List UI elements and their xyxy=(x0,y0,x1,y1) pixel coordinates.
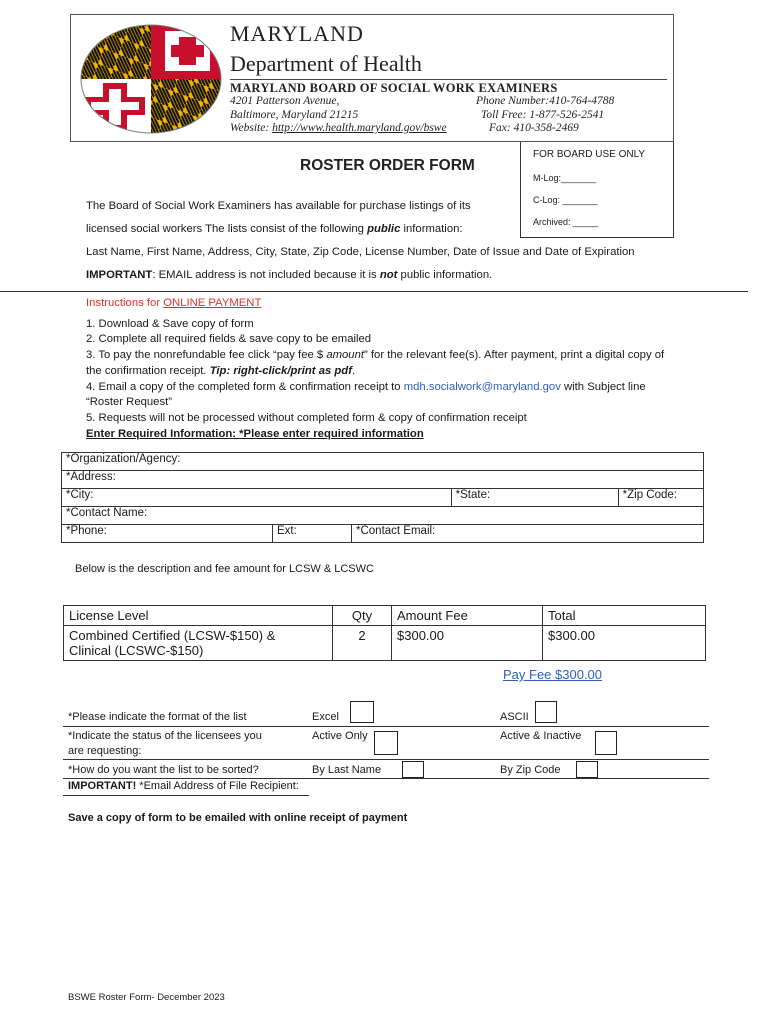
city-field[interactable]: *City: xyxy=(62,489,452,507)
important-email-note xyxy=(86,269,492,281)
instructions-heading-text: Instructions for xyxy=(86,297,164,309)
intro-public-emphasis: public xyxy=(367,223,401,235)
board-use-box xyxy=(520,142,674,238)
status-label-line-2: are requesting: xyxy=(68,745,142,757)
important-end: public information. xyxy=(397,269,493,281)
ext-field[interactable]: Ext: xyxy=(273,525,352,543)
form-title: ROSTER ORDER FORM xyxy=(300,157,475,174)
required-info-colon: : xyxy=(232,428,240,440)
intro-line-2-end: information: xyxy=(400,223,463,235)
required-info-label: Enter Required Information xyxy=(86,428,233,440)
website-link[interactable]: http://www.health.maryland.gov/bswe xyxy=(272,122,447,134)
by-zip-checkbox[interactable] xyxy=(576,761,598,778)
step-3-period: . xyxy=(351,365,356,377)
not-emphasis: not xyxy=(379,269,398,281)
print-pdf-tip: Tip: right-click/print as pdf xyxy=(209,365,352,377)
header-title-department: Department of Health xyxy=(230,51,422,76)
website-line xyxy=(230,122,447,134)
important-label: IMPORTANT xyxy=(86,269,153,281)
contact-name-field[interactable]: *Contact Name: xyxy=(62,507,704,525)
header-title-state: MARYLAND xyxy=(230,21,364,46)
table-row xyxy=(62,471,704,489)
license-level-cell xyxy=(64,626,333,661)
table-row xyxy=(62,507,704,525)
instruction-step-5: 5. Requests will not be processed without completed form & copy of confirmation receipt xyxy=(86,412,527,424)
ascii-label: ASCII xyxy=(500,711,529,723)
header-rule xyxy=(230,79,667,80)
step-3-text-end: ” for the relevant fee(s). After payment, print a digital copy of xyxy=(364,349,665,361)
instructions-heading xyxy=(86,297,261,309)
m-log-field: M-Log:_______ xyxy=(533,173,597,183)
website-label: Website: xyxy=(230,122,270,134)
email-link[interactable]: mdh.socialwork@maryland.gov xyxy=(403,381,561,393)
excel-label: Excel xyxy=(312,711,339,723)
table-row xyxy=(62,489,704,507)
by-zip-label: By Zip Code xyxy=(500,764,561,776)
step-3-amount: amount xyxy=(326,349,365,361)
address-line-1: 4201 Patterson Avenue, xyxy=(230,95,340,107)
online-payment-label: ONLINE PAYMENT xyxy=(163,297,262,309)
maryland-flag-logo xyxy=(79,23,224,135)
required-info-note: *Please enter required information xyxy=(239,428,424,440)
total-cell: $300.00 xyxy=(543,626,706,661)
state-field[interactable]: *State: xyxy=(451,489,618,507)
zip-code-field[interactable]: *Zip Code: xyxy=(618,489,703,507)
by-last-name-label: By Last Name xyxy=(312,764,382,776)
step-3-text: 3. To pay the nonrefundable fee click “pay fee $ xyxy=(86,349,327,361)
instruction-step-3 xyxy=(86,349,664,361)
public-fields-list: Last Name, First Name, Address, City, State, Zip Code, License Number, Date of Issue and Date of Expiration xyxy=(86,246,635,258)
contact-email-field[interactable]: *Contact Email: xyxy=(352,525,704,543)
active-inactive-checkbox[interactable] xyxy=(595,731,617,755)
active-inactive-label: Active & Inactive xyxy=(500,730,582,742)
ascii-checkbox[interactable] xyxy=(535,701,557,723)
fax-number: Fax: 410-358-2469 xyxy=(489,122,579,134)
save-copy-note: Save a copy of form to be emailed with online receipt of payment xyxy=(68,812,408,824)
license-level-line-1: Combined Certified (LCSW-$150) & xyxy=(69,628,276,643)
recipient-label: *Email Address of File Recipient: xyxy=(136,780,299,792)
status-label-line-1: *Indicate the status of the licensees you xyxy=(68,730,262,742)
by-last-name-checkbox[interactable] xyxy=(402,761,424,778)
options-rule xyxy=(63,778,709,779)
options-rule xyxy=(63,795,309,796)
header-license-level: License Level xyxy=(64,606,333,626)
archived-field: Archived: _____ xyxy=(533,217,599,227)
table-row xyxy=(62,525,704,543)
sort-label: *How do you want the list to be sorted? xyxy=(68,764,259,776)
address-line-2: Baltimore, Maryland 21215 xyxy=(230,109,359,121)
c-log-field: C-Log: _______ xyxy=(533,195,598,205)
organization-field[interactable]: *Organization/Agency: xyxy=(62,453,704,471)
qty-cell: 2 xyxy=(333,626,392,661)
options-rule xyxy=(63,759,709,760)
step-4-text-end: with Subject line xyxy=(560,381,646,393)
toll-free-number: Toll Free: 1-877-526-2541 xyxy=(481,109,605,121)
table-row xyxy=(62,453,704,471)
fee-table xyxy=(63,605,706,661)
intro-line-2-text: licensed social workers The lists consist of the following xyxy=(86,223,368,235)
instruction-step-2: 2. Complete all required fields & save copy to be emailed xyxy=(86,333,372,345)
important-text: : EMAIL address is not included because it is xyxy=(152,269,380,281)
address-field[interactable]: *Address: xyxy=(62,471,704,489)
header-qty: Qty xyxy=(333,606,392,626)
instruction-step-3-line-2 xyxy=(86,365,355,377)
fee-description: Below is the description and fee amount for LCSW & LCSWC xyxy=(75,563,374,575)
header-amount-fee: Amount Fee xyxy=(392,606,543,626)
recipient-important-label: IMPORTANT! xyxy=(68,780,137,792)
options-rule xyxy=(63,726,709,727)
contact-info-table xyxy=(61,452,704,543)
phone-field[interactable]: *Phone: xyxy=(62,525,273,543)
recipient-email-field[interactable] xyxy=(68,780,299,792)
amount-fee-cell: $300.00 xyxy=(392,626,543,661)
header-board-name: MARYLAND BOARD OF SOCIAL WORK EXAMINERS xyxy=(230,81,558,95)
header-total: Total xyxy=(543,606,706,626)
board-use-heading: FOR BOARD USE ONLY xyxy=(533,149,646,160)
active-only-label: Active Only xyxy=(312,730,368,742)
license-level-line-2: Clinical (LCSWC-$150) xyxy=(69,643,204,658)
pay-fee-link[interactable]: Pay Fee $300.00 xyxy=(503,667,603,682)
phone-number: Phone Number:410-764-4788 xyxy=(476,95,615,107)
table-header-row xyxy=(64,606,706,626)
required-info-heading xyxy=(86,428,424,440)
intro-line-1: The Board of Social Work Examiners has available for purchase listings of its xyxy=(86,200,471,212)
intro-line-2 xyxy=(86,223,463,235)
letterhead xyxy=(70,14,674,142)
step-3-receipt-text: the confirmation receipt. xyxy=(86,365,210,377)
format-label: *Please indicate the format of the list xyxy=(68,711,247,723)
step-4-text: 4. Email a copy of the completed form & confirmation receipt to xyxy=(86,381,404,393)
instruction-step-4 xyxy=(86,381,646,393)
section-divider xyxy=(0,291,748,292)
footer-form-version: BSWE Roster Form- December 2023 xyxy=(68,992,225,1003)
instruction-step-4-line-2: “Roster Request” xyxy=(86,396,173,408)
table-row xyxy=(64,626,706,661)
excel-checkbox[interactable] xyxy=(350,701,374,723)
active-only-checkbox[interactable] xyxy=(374,731,398,755)
instruction-step-1: 1. Download & Save copy of form xyxy=(86,318,254,330)
